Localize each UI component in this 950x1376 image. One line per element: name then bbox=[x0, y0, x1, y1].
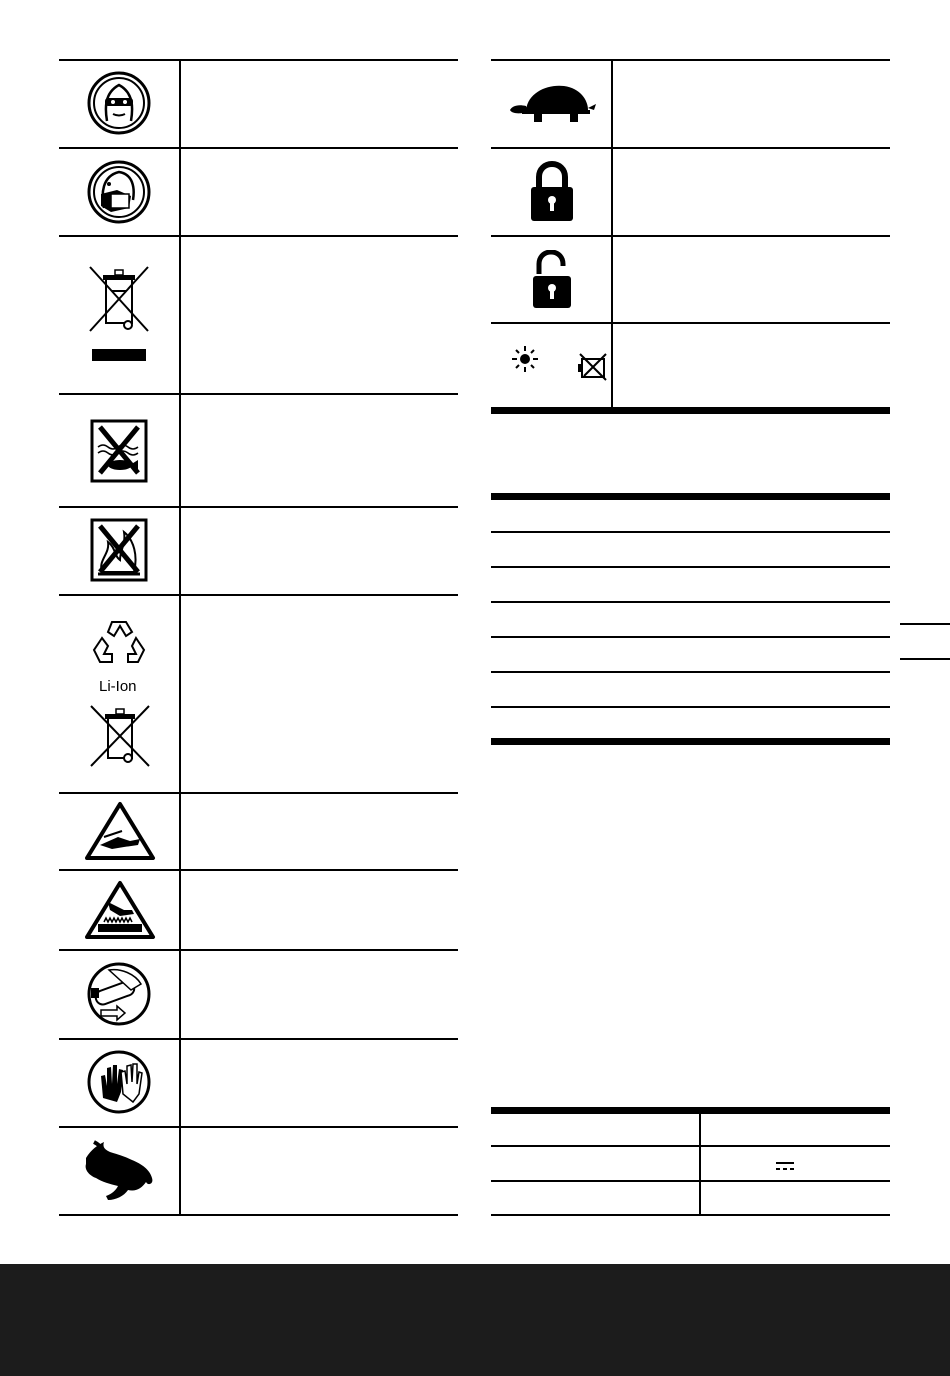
li-ion-label: Li-Ion bbox=[99, 678, 137, 695]
table-rule bbox=[59, 594, 458, 596]
side-tab-mark bbox=[900, 658, 950, 660]
page-footer-band bbox=[0, 1264, 950, 1376]
table-rule bbox=[491, 322, 890, 324]
table-rule bbox=[491, 566, 890, 568]
table-rule bbox=[491, 671, 890, 673]
table-rule bbox=[59, 1214, 458, 1216]
table-rule bbox=[491, 601, 890, 603]
table-rule bbox=[59, 869, 458, 871]
table-divider bbox=[179, 59, 181, 1216]
table-divider bbox=[699, 1107, 701, 1216]
table-rule bbox=[59, 949, 458, 951]
table-rule bbox=[59, 1126, 458, 1128]
lock-closed-icon bbox=[530, 161, 574, 223]
table-rule bbox=[491, 1145, 890, 1147]
table-rule bbox=[59, 147, 458, 149]
table-rule bbox=[491, 235, 890, 237]
table-rule bbox=[491, 531, 890, 533]
table-rule bbox=[59, 235, 458, 237]
table-rule bbox=[59, 393, 458, 395]
table-rule bbox=[59, 59, 458, 61]
side-tab-mark bbox=[900, 623, 950, 625]
lock-open-icon bbox=[532, 250, 574, 310]
table-rule bbox=[491, 636, 890, 638]
crossed-bin-icon bbox=[86, 263, 152, 363]
table-rule-thick bbox=[491, 1107, 890, 1114]
battery-indicator-icon bbox=[576, 352, 608, 382]
crossed-bin-icon bbox=[89, 704, 151, 768]
safety-glasses-icon bbox=[87, 71, 151, 135]
table-rule-thick bbox=[491, 407, 890, 414]
table-rule bbox=[491, 59, 890, 61]
table-rule-thick bbox=[491, 738, 890, 745]
table-rule bbox=[59, 792, 458, 794]
dc-voltage-icon bbox=[775, 1160, 795, 1172]
sharp-blade-warning-icon bbox=[84, 801, 156, 861]
chain-direction-icon bbox=[87, 962, 151, 1026]
rabbit-fast-icon bbox=[80, 1138, 158, 1204]
gloves-icon bbox=[87, 1050, 151, 1114]
table-rule bbox=[59, 1038, 458, 1040]
no-fire-disposal-icon bbox=[90, 518, 148, 582]
table-rule bbox=[491, 1180, 890, 1182]
table-rule bbox=[491, 147, 890, 149]
hot-surface-warning-icon bbox=[84, 880, 156, 940]
table-rule bbox=[59, 506, 458, 508]
table-rule-thick bbox=[491, 493, 890, 500]
recycle-icon bbox=[90, 618, 148, 674]
table-divider bbox=[611, 59, 613, 409]
turtle-slow-icon bbox=[508, 82, 598, 126]
dust-mask-icon bbox=[87, 160, 151, 224]
no-water-disposal-icon bbox=[90, 419, 148, 483]
sun-indicator-icon bbox=[510, 344, 540, 374]
table-rule bbox=[491, 706, 890, 708]
table-rule bbox=[491, 1214, 890, 1216]
